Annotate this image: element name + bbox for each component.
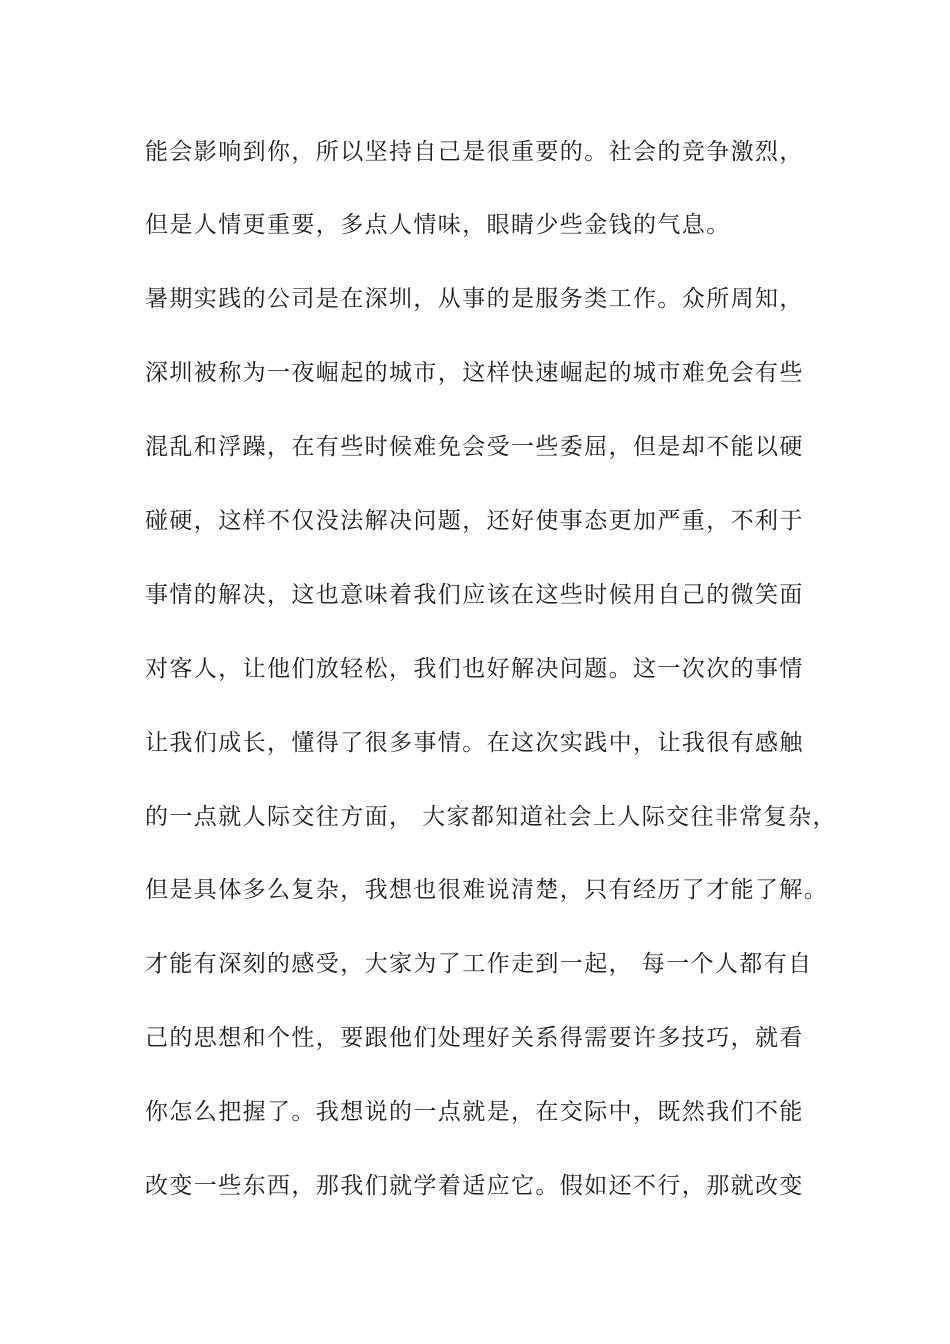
text-line-14: 你怎么把握了。我想说的一点就是，在交际中，既然我们不能 [145, 1099, 804, 1125]
text-line-1: 能会影响到你，所以坚持自己是很重要的。社会的竞争激烈， [145, 139, 804, 165]
text-line-9: 让我们成长，懂得了很多事情。在这次实践中，让我很有感触 [145, 730, 804, 756]
text-line-4: 深圳被称为一夜崛起的城市，这样快速崛起的城市难免会有些 [145, 360, 804, 386]
text-line-5: 混乱和浮躁，在有些时候难免会受一些委屈，但是却不能以硬 [145, 434, 804, 460]
text-line-11: 但是具体多么复杂，我想也很难说清楚，只有经历了才能了解。 [145, 877, 829, 903]
text-line-7: 事情的解决，这也意味着我们应该在这些时候用自己的微笑面 [145, 582, 804, 608]
text-line-6: 碰硬，这样不仅没法解决问题，还好使事态更加严重，不利于 [145, 508, 804, 534]
text-line-15: 改变一些东西，那我们就学着适应它。假如还不行，那就改变 [145, 1173, 804, 1199]
text-line-8: 对客人，让他们放轻松，我们也好解决问题。这一次次的事情 [145, 656, 804, 682]
text-line-13: 己的思想和个性，要跟他们处理好关系得需要许多技巧，就看 [145, 1025, 804, 1051]
text-line-3: 暑期实践的公司是在深圳，从事的是服务类工作。众所周知， [145, 286, 804, 312]
text-line-10: 的一点就人际交往方面， 大家都知道社会上人际交往非常复杂， [145, 804, 837, 830]
text-line-12: 才能有深刻的感受，大家为了工作走到一起， 每一个人都有自 [145, 951, 813, 977]
text-line-2: 但是人情更重要，多点人情味，眼睛少些金钱的气息。 [145, 212, 731, 238]
